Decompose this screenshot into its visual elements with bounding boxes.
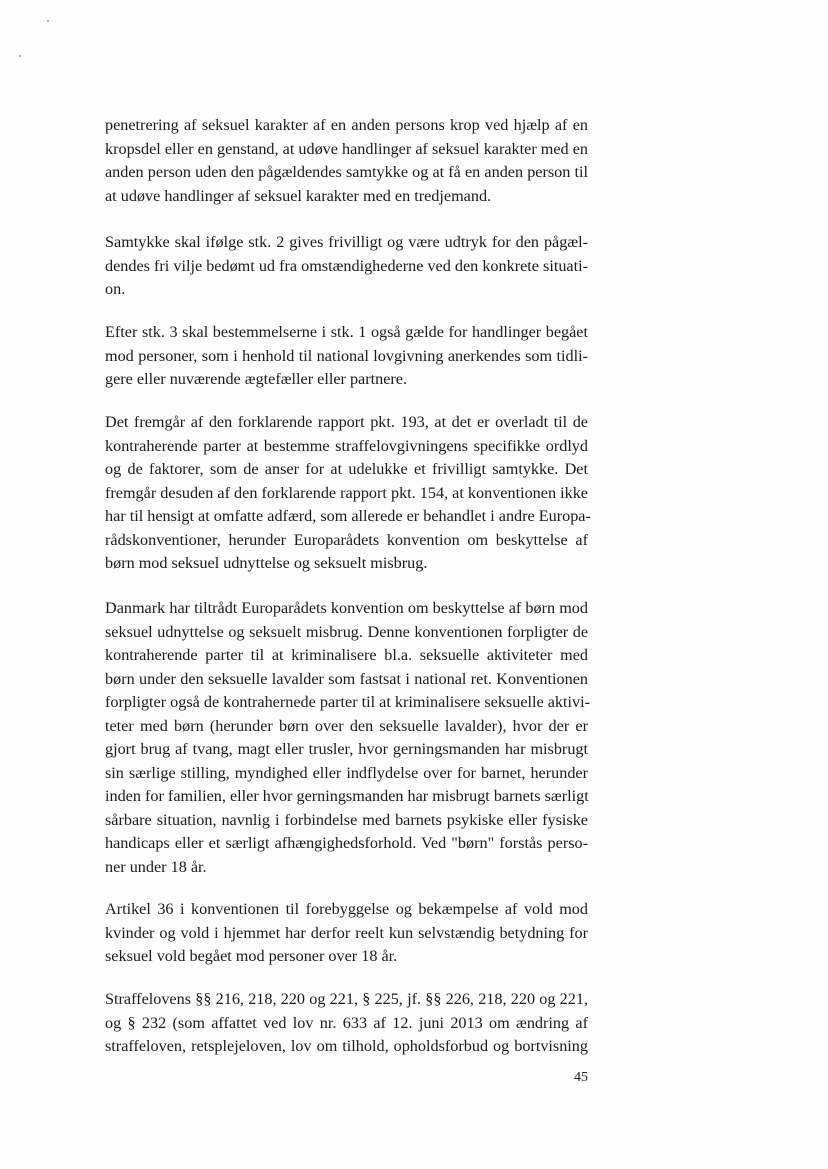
paragraph-2 xyxy=(105,231,588,302)
text-line: Det fremgår af den forklarende rapport pkt. 193, at det er overladt til de xyxy=(105,413,588,431)
text-line: seksuel vold begået mod personer over 18 år. xyxy=(105,947,398,965)
text-line: Artikel 36 i konventionen til forebyggelse og bekæmpelse af vold mod xyxy=(105,900,588,918)
paragraph-4 xyxy=(105,411,591,576)
text-line: penetrering af seksuel karakter af en anden persons krop ved hjælp af en xyxy=(105,116,588,134)
text-line: Straffelovens §§ 216, 218, 220 og 221, § 225, jf. §§ 226, 218, 220 og 221, xyxy=(105,990,588,1008)
paragraph-1 xyxy=(105,114,588,208)
text-line: Danmark har tiltrådt Europarådets konvention om beskyttelse af børn mod xyxy=(105,599,588,617)
text-line: gere eller nuværende ægtefæller eller partnere. xyxy=(105,370,408,388)
text-line: inden for familien, eller hvor gerningsmanden har misbrugt barnets særligt xyxy=(105,787,589,805)
text-line: mod personer, som i henhold til national lovgivning anerkendes som tidli- xyxy=(105,346,588,365)
text-line: at udøve handlinger af seksuel karakter med en tredjemand. xyxy=(105,186,492,205)
text-line: fremgår desuden af den forklarende rapport pkt. 154, at konventionen ikke xyxy=(105,483,588,502)
text-line: har til hensigt at omfatte adfærd, som allerede er behandlet i andre Europa- xyxy=(105,507,591,525)
text-line: gjort brug af tvang, magt eller trusler, hvor gerningsmanden har misbrugt xyxy=(105,740,588,758)
text-line: ner under 18 år. xyxy=(105,857,207,876)
text-line: Efter stk. 3 skal bestemmelserne i stk. 1 også gælde for handlinger begået xyxy=(105,323,588,341)
text-line: anden person uden den pågældendes samtykke og at få en anden person til xyxy=(105,163,588,181)
text-line: og de faktorer, som de anser for at udelukke et frivilligt samtykke. Det xyxy=(105,460,588,478)
text-line: kropsdel eller en genstand, at udøve handlinger af seksuel karakter med en xyxy=(105,139,588,158)
paragraph-6 xyxy=(105,898,588,969)
paragraph-5 xyxy=(105,597,588,879)
text-line: og § 232 (som affattet ved lov nr. 633 af 12. juni 2013 om ændring af xyxy=(105,1013,588,1032)
text-line: Samtykke skal ifølge stk. 2 gives frivilligt og være udtryk for den pågæl- xyxy=(105,233,588,251)
text-line: straffeloven, retsplejeloven, lov om tilhold, opholdsforbud og bortvisning xyxy=(105,1037,588,1055)
text-line: dendes fri vilje bedømt ud fra omstændighederne ved den konkrete situati- xyxy=(105,256,588,275)
text-line: børn under den seksuelle lavalder som fastsat i national ret. Konventionen xyxy=(105,669,588,688)
text-line: børn mod seksuel udnyttelse og seksuelt misbrug. xyxy=(105,554,428,572)
scan-speck xyxy=(19,55,21,57)
paragraph-7 xyxy=(105,988,588,1059)
text-line: kontraherende parter at bestemme straffelovgivningens specifikke ordlyd xyxy=(105,436,588,455)
page-number: 45 xyxy=(574,1070,588,1085)
text-line: forpligter også de kontrahernede parter til at kriminalisere seksuelle aktivi- xyxy=(105,693,590,711)
text-line: kvinder og vold i hjemmet har derfor reelt kun selvstændig betydning for xyxy=(105,923,588,942)
text-line: on. xyxy=(105,280,126,298)
text-line: sårbare situation, navnlig i forbindelse med barnets psykiske eller fysiske xyxy=(105,810,588,829)
text-line: rådskonventioner, herunder Europarådets konvention om beskyttelse af xyxy=(105,530,588,549)
text-line: teter med børn (herunder børn over den seksuelle lavalder), hvor der er xyxy=(105,716,588,735)
paragraph-3 xyxy=(105,321,588,392)
text-line: handicaps eller et særligt afhængighedsforhold. Ved "børn" forstås perso- xyxy=(105,834,588,852)
text-line: kontraherende parter til at kriminalisere bl.a. seksuelle aktiviteter med xyxy=(105,646,588,664)
text-line: seksuel udnyttelse og seksuelt misbrug. Denne konventionen forpligter de xyxy=(105,622,588,641)
scan-speck xyxy=(47,20,49,22)
text-line: sin særlige stilling, myndighed eller indflydelse over for barnet, herunder xyxy=(105,763,588,782)
